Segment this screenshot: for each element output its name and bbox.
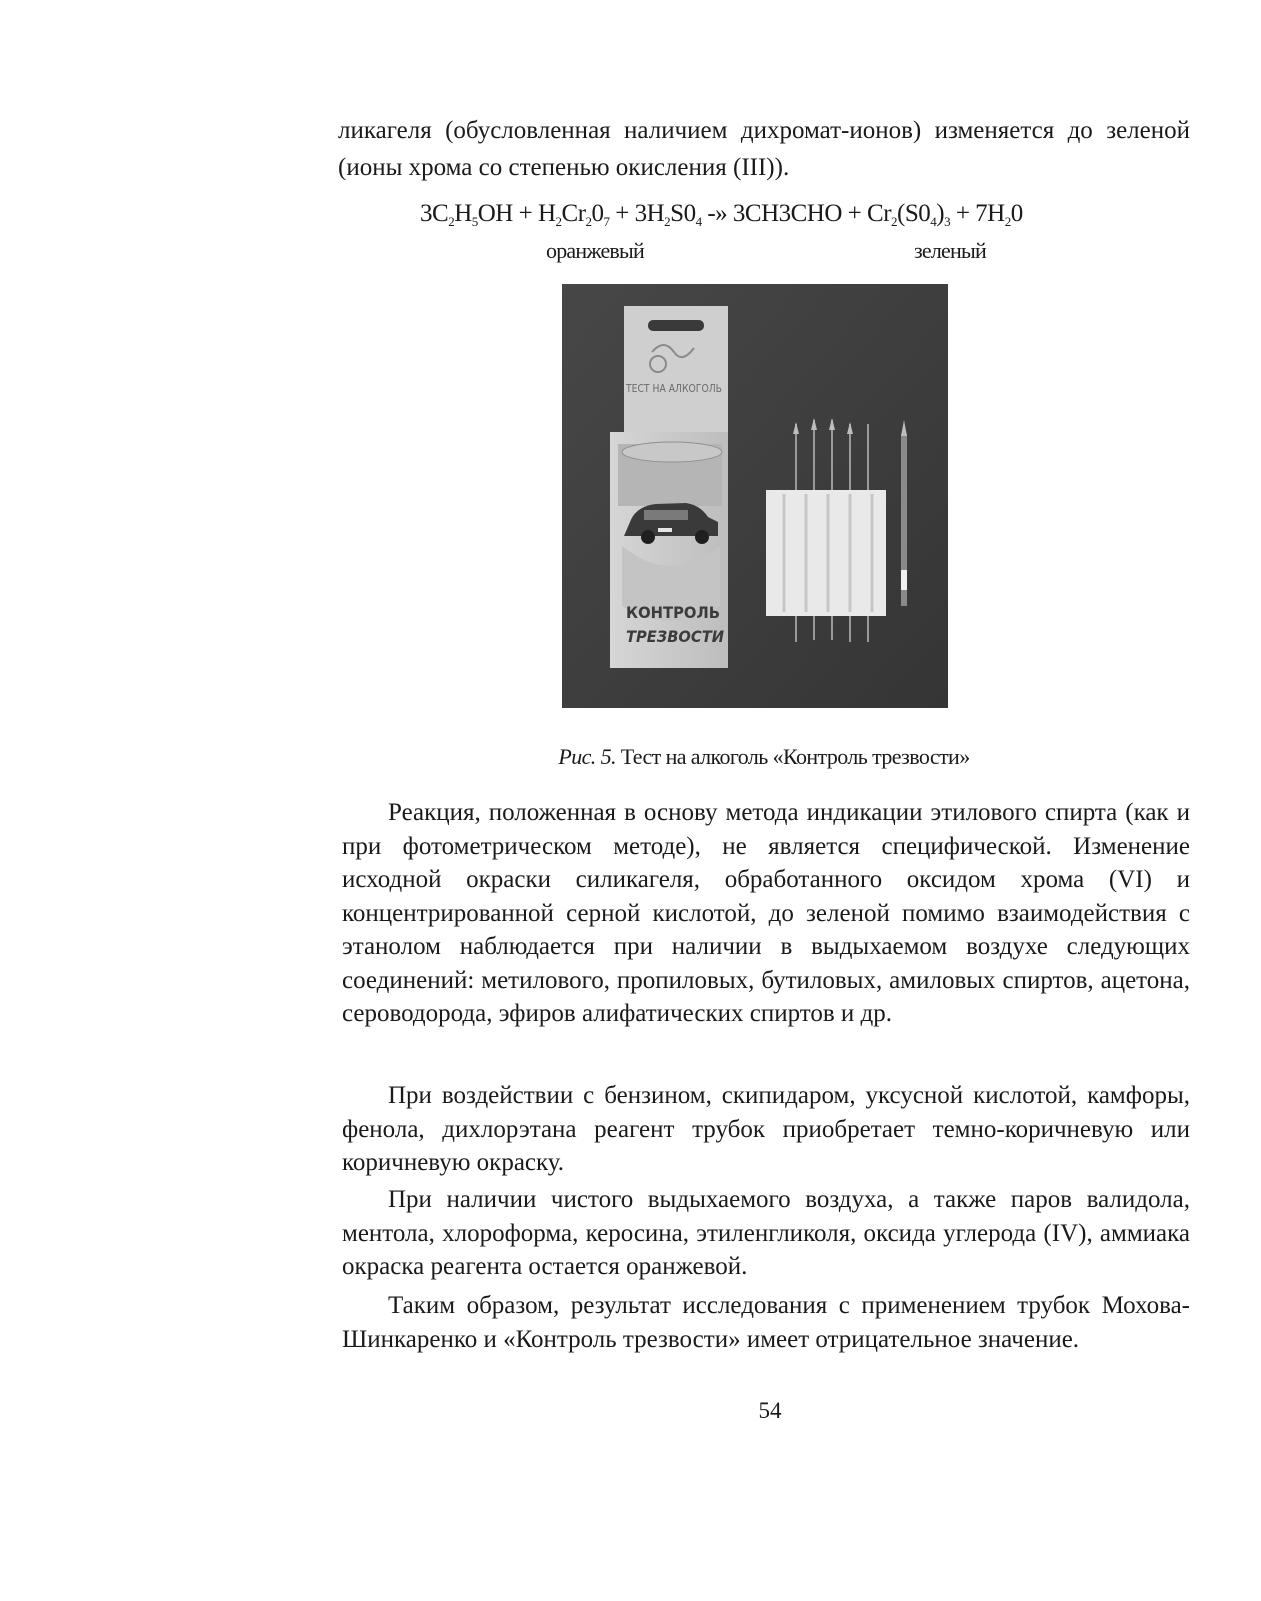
package-title-line2: ТРЕЗВОСТИ [626,627,725,646]
equation-label-orange: оранжевый [546,238,644,263]
figure-caption [338,744,1190,770]
hanger-hole [648,320,704,331]
sobriety-test-kit-photo [562,284,948,708]
paragraph: Реакция, положенная в основу метода индикации этилового спирта (как и при фотометрическом методе), не является специфической. Изменение исходной окраски силикагеля, обработанного оксидом хрома (VI) и концентрированной серной кислотой, до зеленой помимо взаимодействия с этанолом наблюдается при наличии в выдыхаемом воздухе следующих соединений: метилового, пропиловых, бутиловых, амиловых спиртов, ацетона, сероводорода, эфиров алифатических спиртов и др. [342,799,1190,1027]
figure-photo [562,284,948,708]
paragraph: При наличии чистого выдыхаемого воздуха, а также паров валидола, ментола, хлороформа, керосина, этиленгликоля, оксида углерода (IV), аммиака окраска реагента остается оранжевой. [342,1186,1190,1280]
page-number: 54 [758,1398,782,1423]
paragraph: При воздействии с бензином, скипидаром, уксусной кислотой, камфоры, фенола, дихлорэтана реагент трубок приобретает темно-коричневую или коричневую окраску. [342,1082,1190,1176]
intro-paragraph: ликагеля (обусловленная наличием дихромат-ионов) изменяется до зеленой (ионы хрома со степенью окисления (III)). [338,117,1190,181]
caption-prefix: Рис. 5. [558,744,616,769]
chemical-equation: $3C_2H_5OH + H_2Cr_20_7 + 3H_2S0_4$ -» $3CH3CHO + Cr_2(S0_4)_3 + 7H_20$ [420,200,1023,229]
package-small-text: ТЕСТ НА АЛКОГОЛЬ [625,382,722,395]
equation-label-green: зеленый [914,238,986,263]
caption-text: Тест на алкоголь «Контроль трезвости» [615,744,970,769]
package-title-line1: КОНТРОЛЬ [626,603,720,622]
single-tube [901,420,907,606]
paragraph: Таким образом, результат исследования с применением трубок Мохова-Шинкаренко и «Контроль трезвости» имеет отрицательное значение. [342,1292,1190,1353]
